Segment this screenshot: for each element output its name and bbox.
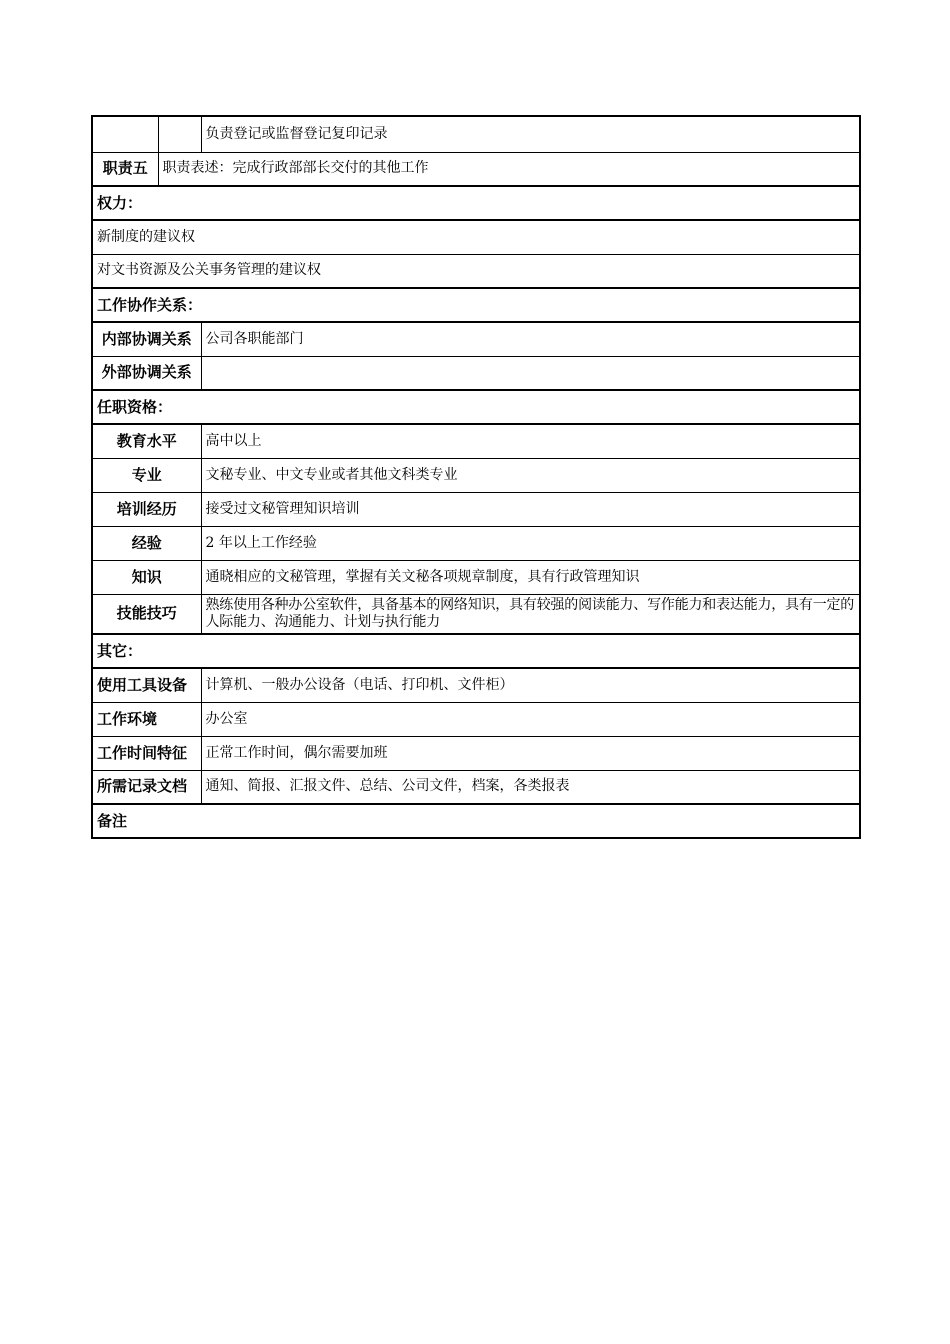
skills-value: 熟练使用各种办公室软件，具备基本的网络知识，具有较强的阅读能力、写作能力和表达能力，具有一定的人际能力、沟通能力、计划与执行能力 xyxy=(201,594,860,634)
major-label: 专业 xyxy=(92,458,201,492)
duty5-text: 职责表述：完成行政部部长交付的其他工作 xyxy=(158,152,860,186)
external-coordination-row xyxy=(92,356,860,390)
job-description-table xyxy=(91,115,861,839)
duty4-last-line: 负责登记或监督登记复印记录 xyxy=(201,116,860,152)
duty4-sub-cell xyxy=(158,116,201,152)
worktime-label: 工作时间特征 xyxy=(92,736,201,770)
external-coordination-label: 外部协调关系 xyxy=(92,356,201,390)
major-value: 文秘专业、中文专业或者其他文科类专业 xyxy=(201,458,860,492)
documents-value: 通知、简报、汇报文件、总结、公司文件，档案，各类报表 xyxy=(201,770,860,804)
other-row-worktime xyxy=(92,736,860,770)
skills-label: 技能技巧 xyxy=(92,594,201,634)
other-row-environment xyxy=(92,702,860,736)
remarks-title: 备注 xyxy=(92,804,860,838)
other-row-documents xyxy=(92,770,860,804)
authority-header-row xyxy=(92,186,860,220)
environment-label: 工作环境 xyxy=(92,702,201,736)
knowledge-value: 通晓相应的文秘管理，掌握有关文秘各项规章制度，具有行政管理知识 xyxy=(201,560,860,594)
education-label: 教育水平 xyxy=(92,424,201,458)
knowledge-label: 知识 xyxy=(92,560,201,594)
cooperation-header-row xyxy=(92,288,860,322)
authority-item-1: 新制度的建议权 xyxy=(92,220,860,254)
external-coordination-value xyxy=(201,356,860,390)
internal-coordination-row xyxy=(92,322,860,356)
internal-coordination-label: 内部协调关系 xyxy=(92,322,201,356)
duty5-label: 职责五 xyxy=(92,152,158,186)
tools-value: 计算机、一般办公设备（电话、打印机、文件柜） xyxy=(201,668,860,702)
environment-value: 办公室 xyxy=(201,702,860,736)
duty4-label-cell xyxy=(92,116,158,152)
tools-label: 使用工具设备 xyxy=(92,668,201,702)
worktime-value: 正常工作时间，偶尔需要加班 xyxy=(201,736,860,770)
experience-value: 2 年以上工作经验 xyxy=(201,526,860,560)
authority-item-2: 对文书资源及公关事务管理的建议权 xyxy=(92,254,860,288)
documents-label: 所需记录文档 xyxy=(92,770,201,804)
qualification-row-major xyxy=(92,458,860,492)
qualification-row-education xyxy=(92,424,860,458)
qualification-title: 任职资格： xyxy=(92,390,860,424)
qualification-row-experience xyxy=(92,526,860,560)
authority-title: 权力： xyxy=(92,186,860,220)
remarks-row xyxy=(92,804,860,838)
duty5-row xyxy=(92,152,860,186)
training-value: 接受过文秘管理知识培训 xyxy=(201,492,860,526)
education-value: 高中以上 xyxy=(201,424,860,458)
cooperation-title: 工作协作关系： xyxy=(92,288,860,322)
other-row-tools xyxy=(92,668,860,702)
job-description-page xyxy=(91,115,859,839)
qualification-row-knowledge xyxy=(92,560,860,594)
authority-item-row xyxy=(92,220,860,254)
qualification-row-training xyxy=(92,492,860,526)
other-title: 其它： xyxy=(92,634,860,668)
duty4-continuation-row xyxy=(92,116,860,152)
other-header-row xyxy=(92,634,860,668)
experience-label: 经验 xyxy=(92,526,201,560)
internal-coordination-value: 公司各职能部门 xyxy=(201,322,860,356)
training-label: 培训经历 xyxy=(92,492,201,526)
authority-item-row xyxy=(92,254,860,288)
qualification-header-row xyxy=(92,390,860,424)
qualification-row-skills xyxy=(92,594,860,634)
